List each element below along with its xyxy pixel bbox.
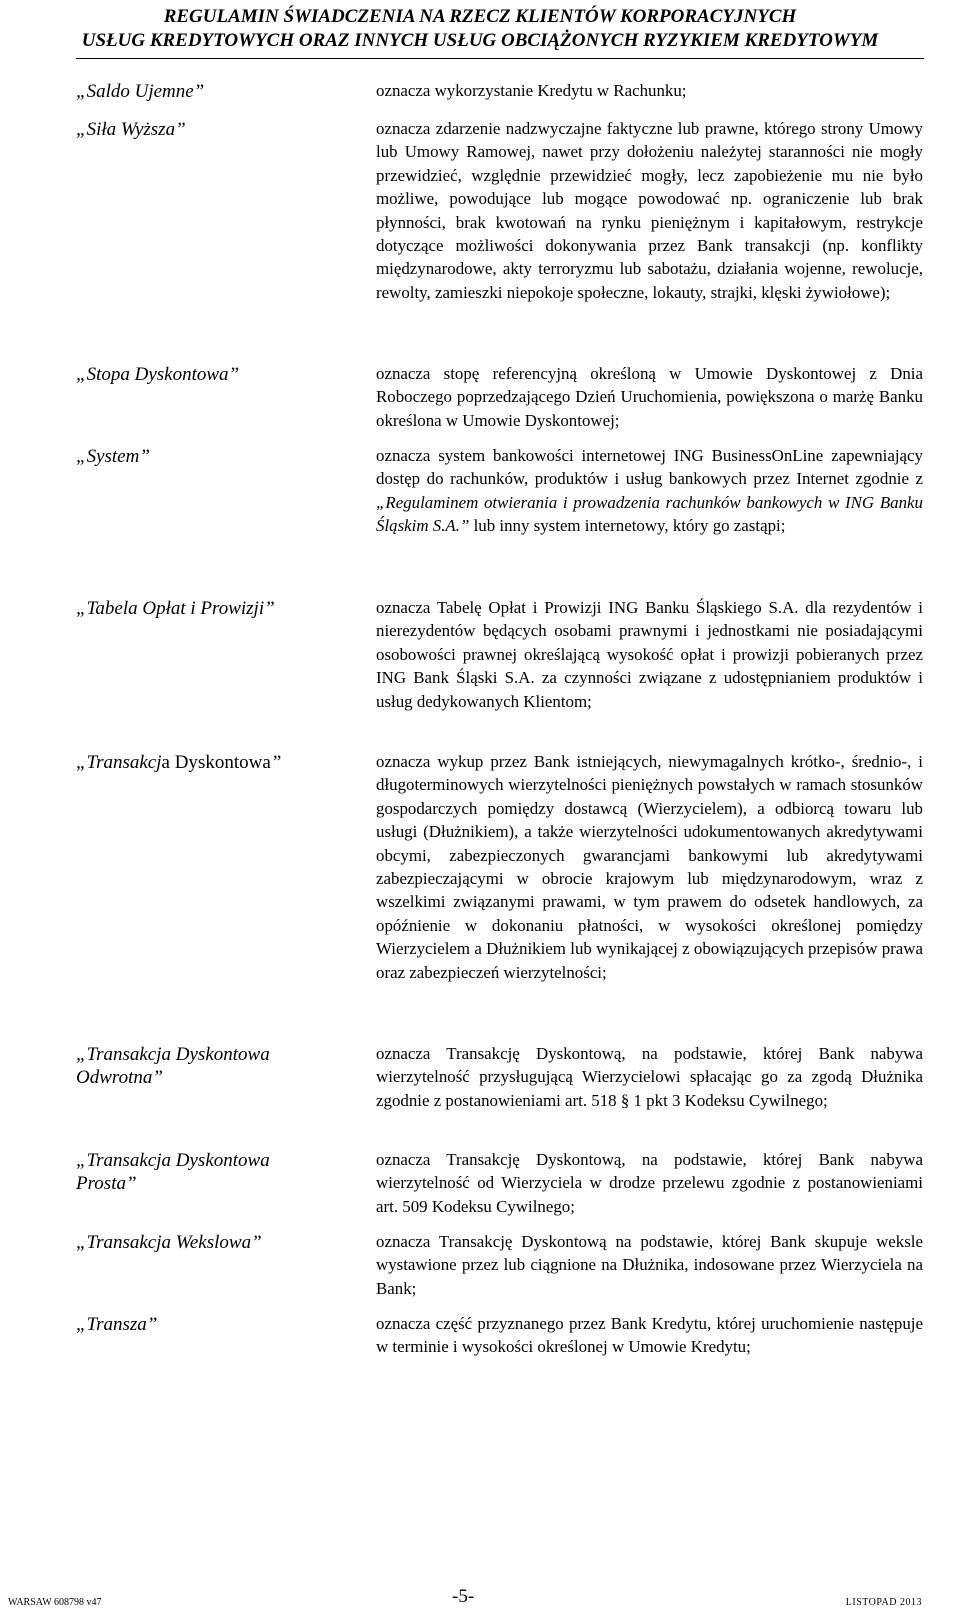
definition-transakcja-wekslowa: oznacza Transakcję Dyskontową na podstawie, której Bank skupuje weksle wystawione przez lub ciągnione na Dłużnika, indosowane przez Wierzyciela na Bank;: [376, 1232, 923, 1298]
definition-transakcja-dyskontowa: oznacza wykup przez Bank istniejących, niewymagalnych krótko-, średnio-, i długoterminowych wierzytelności pieniężnych powstałych w ramach stosunków gospodarczych pomiędzy dostawcą (Wierzycielem), a odbiorcą towaru lub usługi (Dłużnikiem), a także wierzytelności udokumentowanych akredytywami obcymi, zabezpieczonych gwarancjami bankowymi lub akredytywami zabezpieczającymi w obrocie krajowym lub międzynarodowym, wraz z wszelkimi związanymi prawami, w tym prawem do odsetek handlowych, za opóźnienie w dokonaniu płatności, w wysokości określonej pomiędzy Wierzycielem a Dłużnikiem lub wynikającej z obowiązujących przepisów prawa oraz zabezpieczeń wierzytelności;: [376, 752, 923, 982]
footer-document-id: WARSAW 608798 v47: [8, 1597, 102, 1608]
term-system: „System”: [76, 446, 150, 467]
header-divider: [76, 58, 924, 59]
definition-transakcja-dyskontowa-odwrotna: oznacza Transakcję Dyskontową, na podstawie, której Bank nabywa wierzytelność przysługującą Wierzycielowi spłacając go za zgodą Dłużnika zgodnie z postanowieniami art. 518 § 1 pkt 3 Kodeksu Cywilnego;: [376, 1044, 923, 1110]
definition-tabela-oplat: oznacza Tabelę Opłat i Prowizji ING Banku Śląskiego S.A. dla rezydentów i nierezydentów będących osobami prawnymi i jednostkami nie posiadającymi osobowości prawnej określającą wysokość opłat i prowizji pobieranych przez ING Bank Śląski S.A. za czynności związane z udostępnianiem produktów i usług dedykowanych Klientom;: [376, 598, 923, 711]
document-header: [0, 5, 960, 53]
header-line-2: USŁUG KREDYTOWYCH ORAZ INNYCH USŁUG OBCIĄŻONYCH RYZYKIEM KREDYTOWYM: [81, 30, 879, 51]
term-sila-wyzsza: „Siła Wyższa”: [76, 119, 186, 140]
term-transakcja-wekslowa: „Transakcja Wekslowa”: [76, 1232, 262, 1253]
term-transakcja-dyskontowa-quote: ”: [270, 752, 282, 773]
definition-transakcja-dyskontowa-prosta: oznacza Transakcję Dyskontową, na podstawie, której Bank nabywa wierzytelność od Wierzyciela w drodze przelewu zgodnie z postanowieniami art. 509 Kodeksu Cywilnego;: [376, 1150, 923, 1216]
footer-page-number: -5-: [452, 1586, 475, 1607]
definition-system-part-2: lub inny system internetowy, który go zastąpi;: [469, 516, 786, 536]
term-transza: „Transza”: [76, 1314, 158, 1335]
definition-stopa-dyskontowa: oznacza stopę referencyjną określoną w Umowie Dyskontowej z Dnia Roboczego poprzedzającego Dzień Uruchomienia, powiększona o marżę Banku określona w Umowie Dyskontowej;: [376, 364, 923, 430]
term-transakcja-dyskontowa-prosta: „Transakcja Dyskontowa Prosta”: [76, 1150, 270, 1195]
header-line-1: REGULAMIN ŚWIADCZENIA NA RZECZ KLIENTÓW KORPORACYJNYCH: [163, 6, 797, 27]
term-transakcja-dyskontowa-italic: „Transakcj: [76, 752, 162, 773]
definition-system-part-1: oznacza system bankowości internetowej ING BusinessOnLine zapewniający dostęp do rachunków, produktów i usług bankowych przez Internet zgodnie z: [376, 446, 923, 489]
regulamin-title: „Regulaminem otwierania i prowadzenia rachunków bankowych w ING Banku Śląskim S.A.”: [376, 492, 923, 536]
term-transakcja-dyskontowa-odwrotna: „Transakcja Dyskontowa Odwrotna”: [76, 1044, 270, 1089]
footer-date: LISTOPAD 2013: [845, 1597, 922, 1608]
term-transakcja-dyskontowa-plain: a Dyskontowa: [161, 752, 271, 773]
definition-transza: oznacza część przyznanego przez Bank Kredytu, której uruchomienie następuje w terminie i wysokości określonej w Umowie Kredytu;: [376, 1314, 923, 1357]
definition-system: [376, 444, 923, 538]
term-transakcja-dyskontowa: [76, 751, 366, 774]
term-tabela-oplat: „Tabela Opłat i Prowizji”: [76, 598, 275, 619]
term-stopa-dyskontowa: „Stopa Dyskontowa”: [76, 364, 240, 385]
term-saldo-ujemne: „Saldo Ujemne”: [76, 81, 205, 102]
definition-saldo-ujemne: oznacza wykorzystanie Kredytu w Rachunku;: [376, 81, 687, 100]
definition-sila-wyzsza: oznacza zdarzenie nadzwyczajne faktyczne lub prawne, którego strony Umowy lub Umowy Ramowej, nawet przy dołożeniu należytej staranności nie mogły przewidzieć, względnie przewidzieć mogły, lecz zapobieżenie mu nie było możliwe, powodujące lub mogące powodować np. ograniczenie lub brak płynności, brak kwotowań na rynku pieniężnym i kapitałowym, restrykcje dotyczące możliwości dokonywania przez Bank transakcji (np. konflikty międzynarodowe, akty terroryzmu lub sabotażu, działania wojenne, rewolucje, rewolty, zamieszki niepokoje społeczne, lokauty, strajki, klęski żywiołowe);: [376, 119, 923, 302]
